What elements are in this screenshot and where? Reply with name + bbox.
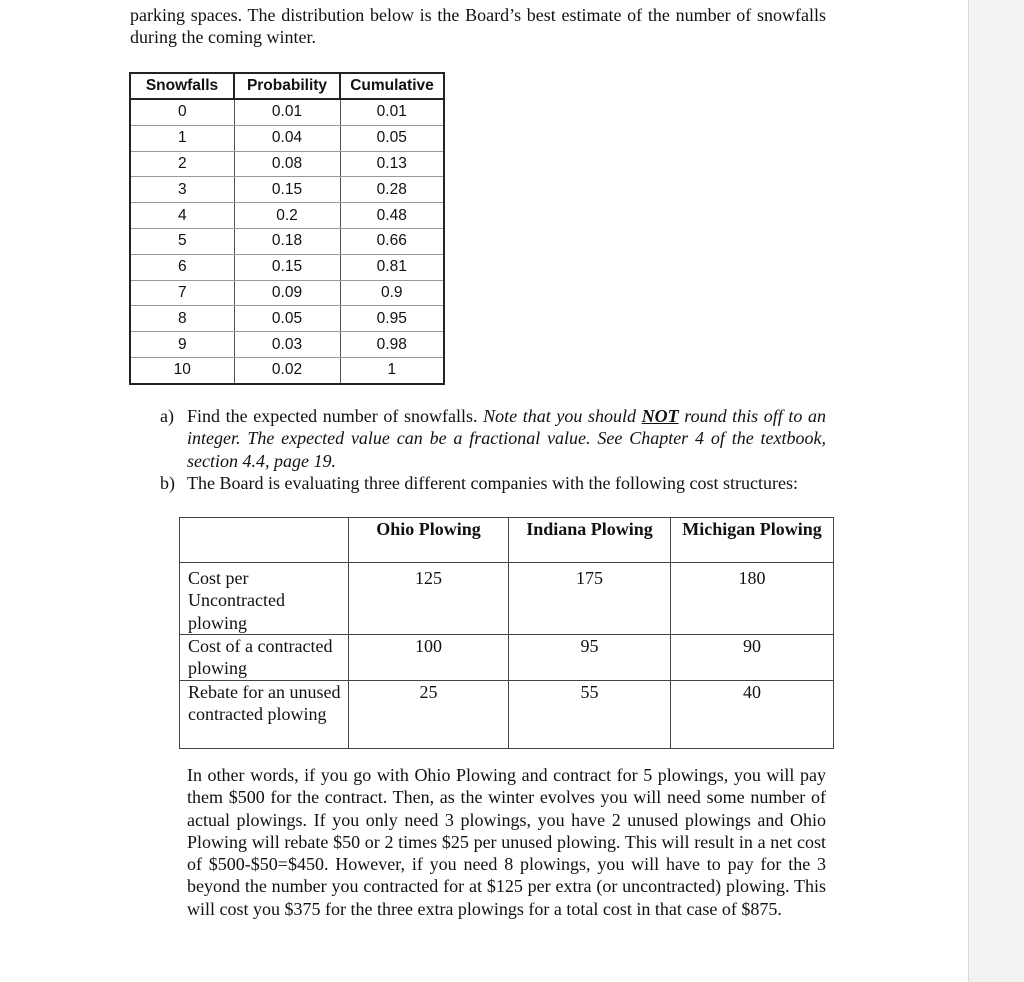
question-a-note-start: Note that you should [483, 406, 636, 426]
snowfalls-cell: 5 [130, 228, 234, 254]
michigan-uncontracted-cost: 180 [671, 563, 834, 635]
cumulative-cell: 0.66 [340, 228, 444, 254]
question-b-marker: b) [160, 473, 175, 493]
probability-cell: 0.2 [234, 203, 340, 229]
indiana-uncontracted-cost: 175 [509, 563, 671, 635]
header-cumulative: Cumulative [340, 73, 444, 99]
michigan-contracted-cost: 90 [671, 635, 834, 681]
snowfalls-cell: 1 [130, 125, 234, 151]
question-a-marker: a) [160, 406, 174, 426]
table-row [180, 635, 834, 681]
uncontracted-cost-label: Cost per Uncontracted plowing [180, 563, 349, 635]
cumulative-cell: 0.81 [340, 254, 444, 280]
probability-cell: 0.01 [234, 99, 340, 125]
table-row [130, 357, 444, 383]
side-panel [968, 0, 1024, 982]
cumulative-cell: 0.13 [340, 151, 444, 177]
michigan-rebate: 40 [671, 680, 834, 748]
indiana-contracted-cost: 95 [509, 635, 671, 681]
cumulative-cell: 1 [340, 357, 444, 383]
table-row [130, 151, 444, 177]
cumulative-cell: 0.05 [340, 125, 444, 151]
cumulative-cell: 0.28 [340, 177, 444, 203]
snowfalls-cell: 7 [130, 280, 234, 306]
header-snowfalls: Snowfalls [130, 73, 234, 99]
table-row [180, 680, 834, 748]
header-indiana-plowing: Indiana Plowing [509, 518, 671, 563]
contracted-cost-label: Cost of a contracted plowing [180, 635, 349, 681]
cumulative-cell: 0.01 [340, 99, 444, 125]
ohio-rebate: 25 [349, 680, 509, 748]
snowfalls-cell: 9 [130, 332, 234, 358]
table-row [130, 306, 444, 332]
cumulative-cell: 0.98 [340, 332, 444, 358]
probability-cell: 0.15 [234, 177, 340, 203]
cost-header-row [180, 518, 834, 563]
indiana-rebate: 55 [509, 680, 671, 748]
probability-cell: 0.09 [234, 280, 340, 306]
probability-cell: 0.15 [234, 254, 340, 280]
table-row [130, 177, 444, 203]
probability-cell: 0.02 [234, 357, 340, 383]
ohio-contracted-cost: 100 [349, 635, 509, 681]
rebate-label: Rebate for an unused contracted plowing [180, 680, 349, 748]
probability-cell: 0.04 [234, 125, 340, 151]
snowfalls-cell: 0 [130, 99, 234, 125]
question-a-note-end: round this off to an integer. The expected value can be a fractional value. See Chapter 4 of the textbook, section 4.4, page 19. [187, 406, 827, 471]
table-row [130, 228, 444, 254]
question-a-note-emphasis: NOT [641, 406, 679, 426]
intro-paragraph: parking spaces. The distribution below is the Board’s best estimate of the number of snowfalls during the coming winter. [130, 5, 826, 48]
question-a [160, 405, 826, 472]
table-row [130, 125, 444, 151]
table-row [130, 203, 444, 229]
table-header-row [130, 73, 444, 99]
cumulative-cell: 0.48 [340, 203, 444, 229]
probability-cell: 0.18 [234, 228, 340, 254]
probability-cell: 0.03 [234, 332, 340, 358]
question-b [160, 472, 826, 494]
question-a-text [187, 405, 826, 472]
snowfalls-cell: 10 [130, 357, 234, 383]
snowfalls-cell: 8 [130, 306, 234, 332]
snowfalls-cell: 4 [130, 203, 234, 229]
table-row [180, 563, 834, 635]
cumulative-cell: 0.95 [340, 306, 444, 332]
snowfall-distribution-table [129, 72, 445, 385]
snowfalls-cell: 3 [130, 177, 234, 203]
header-ohio-plowing: Ohio Plowing [349, 518, 509, 563]
table-row [130, 280, 444, 306]
probability-cell: 0.08 [234, 151, 340, 177]
header-michigan-plowing: Michigan Plowing [671, 518, 834, 563]
ohio-uncontracted-cost: 125 [349, 563, 509, 635]
cumulative-cell: 0.9 [340, 280, 444, 306]
question-a-prompt: Find the expected number of snowfalls. [187, 406, 478, 426]
table-row [130, 254, 444, 280]
table-row [130, 99, 444, 125]
table-row [130, 332, 444, 358]
snowfalls-cell: 2 [130, 151, 234, 177]
explanation-paragraph: In other words, if you go with Ohio Plowing and contract for 5 plowings, you will pay them $500 for the contract. Then, as the winter evolves you will need some number of actual plowings. If you only need 3 plowings, you have 2 unused plowings and Ohio Plowing will rebate $50 or 2 times $25 per unused plowing. This will result in a net cost of $500-$50=$450. However, if you need 8 plowings, you will have to pay for the 3 beyond the number you contracted for at $125 per extra (or uncontracted) plowing. This will cost you $375 for the three extra plowings for a total cost in that case of $875. [187, 765, 826, 919]
cost-structure-table [179, 517, 834, 749]
snowfalls-cell: 6 [130, 254, 234, 280]
question-b-text: The Board is evaluating three different companies with the following cost structures: [187, 473, 798, 493]
header-blank [180, 518, 349, 563]
probability-cell: 0.05 [234, 306, 340, 332]
header-probability: Probability [234, 73, 340, 99]
